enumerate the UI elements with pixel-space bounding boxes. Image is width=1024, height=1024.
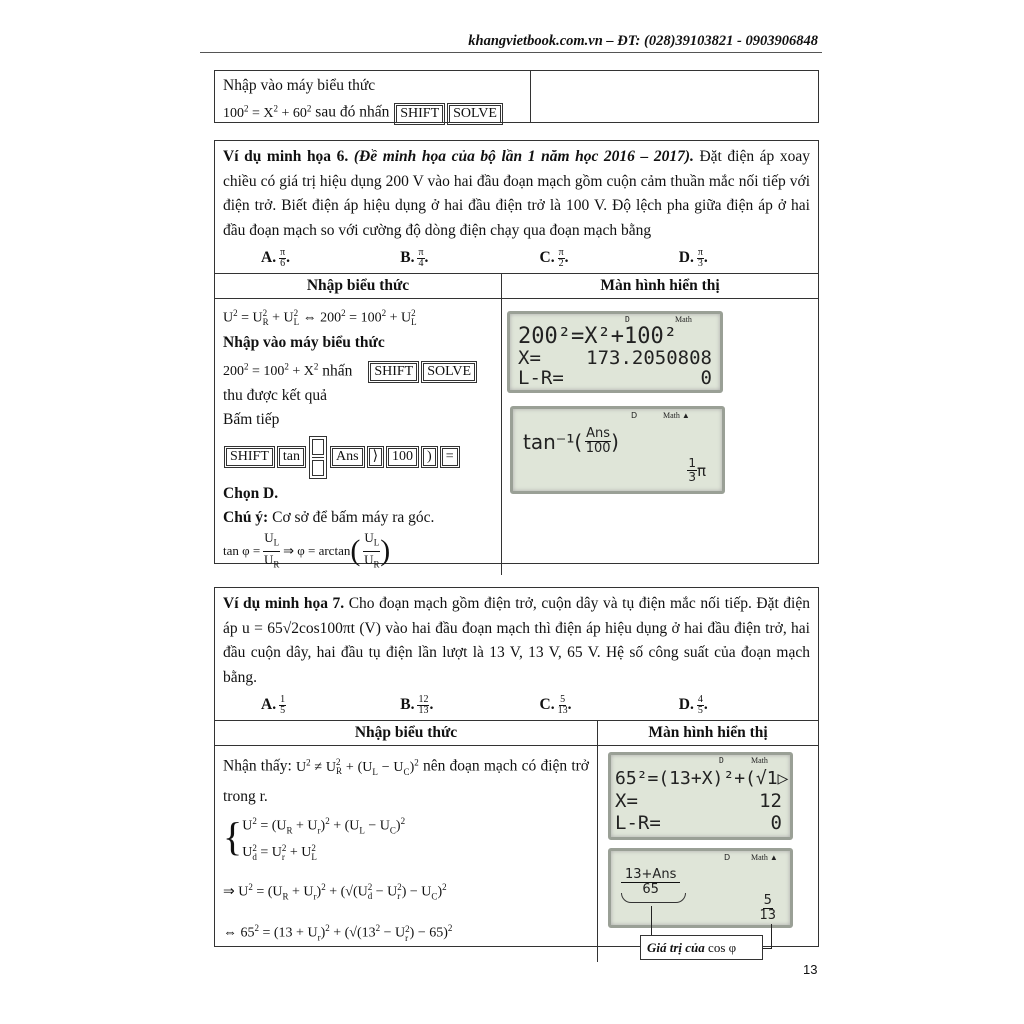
col-input-header: Nhập biểu thức xyxy=(215,721,598,745)
press-label: nhấn xyxy=(322,362,353,380)
key-shift: SHIFT xyxy=(370,363,417,381)
example-6-source: (Đề minh họa của bộ lần 1 năm học 2016 – 2017). xyxy=(353,148,694,165)
note-label: Chú ý: xyxy=(223,509,269,527)
cos-phi-callout: Giá trị của cos φ xyxy=(640,935,763,960)
note-text: Cơ sở để bấm máy ra góc. xyxy=(272,509,435,527)
option-b: B. $\frac{12}{13}$ . xyxy=(400,693,434,716)
example-6-title: Ví dụ minh họa 6. xyxy=(223,148,349,165)
calculator-screen-2: D Math ▲ tan⁻¹( $\frac{\text{Ans}}{100}$ ) $\frac{1}{3}$ π xyxy=(510,406,725,494)
choose-answer: Chọn D. xyxy=(223,485,279,503)
option-d: D. $\frac{4}{5}$ . xyxy=(678,693,708,716)
result-label: thu được kết quả xyxy=(223,387,327,405)
arrow-left-icon xyxy=(651,906,652,936)
observation-text: nên đoạn mạch có điện trở trong r. xyxy=(223,757,589,806)
calculator-screen-4: D Math ▲ $\frac{\text{13+Ans}}{65}$ $\frac{5}{13}$ xyxy=(608,848,793,928)
example-6-table-header xyxy=(215,273,818,299)
key-solve: SOLVE xyxy=(449,105,501,123)
key-fraction-icon xyxy=(309,436,327,479)
equation-5: ⇔ $65^2 = (13 + U_r)^2 + (√(13^2 - U$ 2 r ) − 65)$^2$ xyxy=(223,923,453,943)
top-table-line1: Nhập vào máy biểu thức xyxy=(223,77,376,94)
observation-equation: $U^2 \ne U$ 2 R + $(U_L - U_C)^2$ xyxy=(295,757,419,777)
key-close-paren: ) xyxy=(423,448,436,466)
option-c: C. $\frac{\pi}{2}$ . xyxy=(539,246,569,269)
example-7-title: Ví dụ minh họa 7. xyxy=(223,595,345,612)
equation-system: { $U^2 = (U_R + U_r)^2 + (U_L - U_C)^2$ U 2 d = U 2 r + U 2 L xyxy=(223,814,406,862)
calculator-screen-1: D Math 200²=X²+100² X= 173.2050808 L-R= 0 xyxy=(507,311,723,393)
equation-1: $U^2 = U$ 2 R + U 2 L ⇔ $200^2 = 100^2 + U$ 2 L xyxy=(223,308,417,328)
example-7-text: Cho đoạn mạch gồm điện trở, cuộn dây và tụ điện mắc nối tiếp. Đặt điện áp u = 65√2cos100πt (V) vào hai đầu đoạn mạch thì điện áp hiệu dụng ở hai đầu điện trở, hai đầu cuộn dây, hai đầu tụ điện lần lượt là 13 V, 13 V, 65 V. Hệ số công suất của đoạn mạch bằng. xyxy=(223,595,810,686)
page-number: 13 xyxy=(803,962,818,977)
next-label: Bấm tiếp xyxy=(223,411,280,429)
equation-3: tan φ = $\frac{U_L}{U_R}$ ⇒ φ = arctan ( $\frac{U_L}{U_R}$ ) xyxy=(223,530,391,570)
option-a: A. $\frac{\pi}{6}$ . xyxy=(261,246,291,269)
top-table-after: sau đó nhấn xyxy=(315,103,390,121)
key-shift: SHIFT xyxy=(396,105,443,123)
equation-4: ⇒ $U^2 = (U_R + U_r)^2 + (√(U$ 2 d − U 2 r ) − $U_C)^2$ xyxy=(223,881,447,902)
col-input-header: Nhập biểu thức xyxy=(215,274,502,298)
option-a: A. $\frac{1}{5}$ xyxy=(261,693,286,716)
calculator-screen-3: D Math 65²=(13+X)²+(√1▷ X= 12 L-R= 0 xyxy=(608,752,793,840)
key-shift: SHIFT xyxy=(226,448,273,466)
example-6-text: Đặt điện áp xoay chiều có giá trị hiệu dụng 200 V vào hai đầu đoạn mạch gồm cuộn cảm thuần mắc nối tiếp với điện trở. Biết điện áp hiệu dụng ở hai đầu điện trở là 100 V. Độ lệch pha giữa điện áp ở hai đầu đoạn mạch so với cường độ dòng điện chạy qua đoạn mạch bằng xyxy=(223,148,811,239)
example-6-options xyxy=(215,243,818,273)
option-b: B. $\frac{\pi}{4}$ . xyxy=(400,246,429,269)
key-right: ⟩ xyxy=(369,448,382,466)
col-screen-header: Màn hình hiển thị xyxy=(648,724,768,741)
example-7-options xyxy=(215,690,818,720)
equation-2: $200^2 = 100^2 + X^2$ xyxy=(223,361,319,380)
key-tan: tan xyxy=(279,448,304,466)
key-ans: Ans xyxy=(332,448,363,466)
key-equals: = xyxy=(442,448,458,466)
page-header: khangvietbook.com.vn – ĐT: (028)39103821 - 0903906848 xyxy=(468,33,818,49)
enter-label: Nhập vào máy biểu thức xyxy=(223,333,385,351)
key-solve: SOLVE xyxy=(423,363,475,381)
example-6 xyxy=(214,140,819,570)
arrow-right-icon xyxy=(771,924,772,948)
option-d: D. $\frac{\pi}{3}$ . xyxy=(678,246,708,269)
observation-label: Nhận thấy: xyxy=(223,757,292,775)
header-rule xyxy=(200,52,822,53)
option-c: C. $\frac{5}{13}$ . xyxy=(539,693,572,716)
col-screen-header: Màn hình hiển thị xyxy=(600,277,720,294)
brace-icon xyxy=(621,893,686,903)
top-table xyxy=(214,70,819,123)
example-7-table-header xyxy=(215,720,818,746)
key-sequence xyxy=(223,432,493,482)
key-100: 100 xyxy=(388,448,417,466)
top-table-equation: $100^2 = X^2 + 60^2$ xyxy=(223,103,312,121)
example-7 xyxy=(214,587,819,955)
